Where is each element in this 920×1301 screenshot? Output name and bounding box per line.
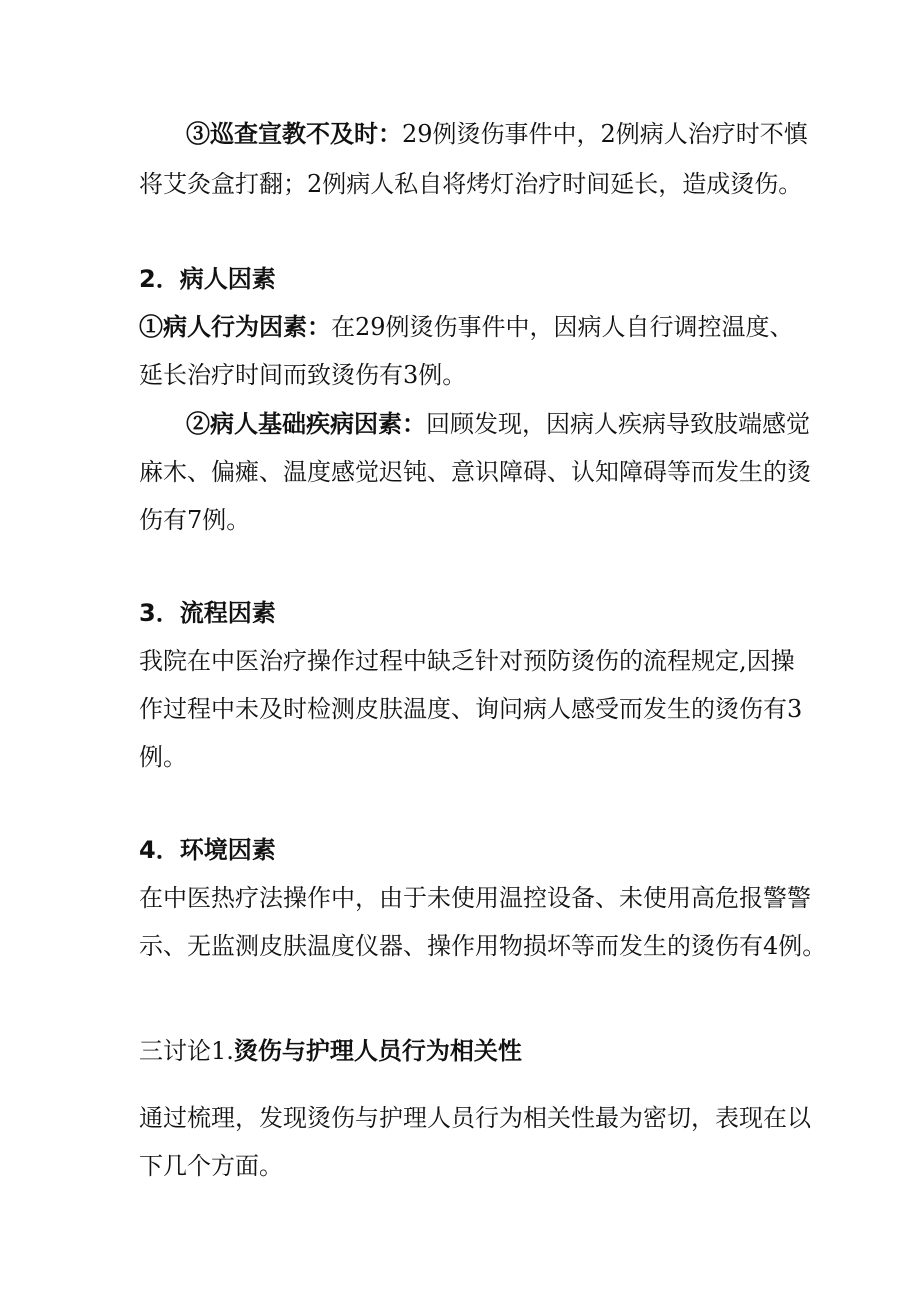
patrol-text-1: 29例烫伤事件中，2例病人治疗时不慎 (402, 120, 808, 148)
patient-behavior-text-1: 在29例烫伤事件中，因病人自行调控温度、 (331, 313, 794, 341)
patient-behavior-lead: ①病人行为因素： (139, 312, 331, 341)
section-heading-environment: 4．环境因素 (139, 836, 276, 864)
section-heading-patient: 2．病人因素 (139, 265, 276, 293)
environment-line-2: 示、无监测皮肤温度仪器、操作用物损坏等而发生的烫伤有4例。 (139, 932, 827, 960)
discussion-title: 烫伤与护理人员行为相关性 (233, 1036, 522, 1065)
process-line-3: 例。 (139, 743, 187, 771)
process-line-1: 我院在中医治疗操作过程中缺乏针对预防烫伤的流程规定,因操 (139, 647, 795, 675)
patient-disease-text-1: 回顾发现，因病人疾病导致肢端感觉 (426, 410, 810, 438)
patient-disease-line-1 (186, 408, 810, 440)
discussion-line-2: 下几个方面。 (139, 1152, 283, 1180)
section-heading-process: 3．流程因素 (139, 599, 276, 627)
discussion-prefix: 三讨论1. (139, 1037, 234, 1065)
discussion-heading (139, 1035, 810, 1067)
patient-behavior-line-2: 延长治疗时间而致烫伤有3例。 (139, 361, 467, 389)
patient-behavior-line-1 (139, 311, 810, 343)
paragraph-patrol-line-1 (186, 118, 810, 150)
process-line-2: 作过程中未及时检测皮肤温度、询问病人感受而发生的烫伤有3 (139, 695, 803, 723)
patient-disease-line-2: 麻木、偏瘫、温度感觉迟钝、意识障碍、认知障碍等而发生的烫 (139, 458, 811, 486)
patrol-lead: ③巡查宣教不及时： (186, 119, 402, 148)
paragraph-patrol-line-2: 将艾灸盒打翻；2例病人私自将烤灯治疗时间延长，造成烫伤。 (139, 170, 803, 198)
discussion-line-1: 通过梳理，发现烫伤与护理人员行为相关性最为密切，表现在以 (139, 1104, 811, 1132)
environment-line-1: 在中医热疗法操作中，由于未使用温控设备、未使用高危报警警 (139, 884, 811, 912)
patient-disease-lead: ②病人基础疾病因素： (186, 409, 426, 438)
patient-disease-line-3: 伤有7例。 (139, 506, 251, 534)
